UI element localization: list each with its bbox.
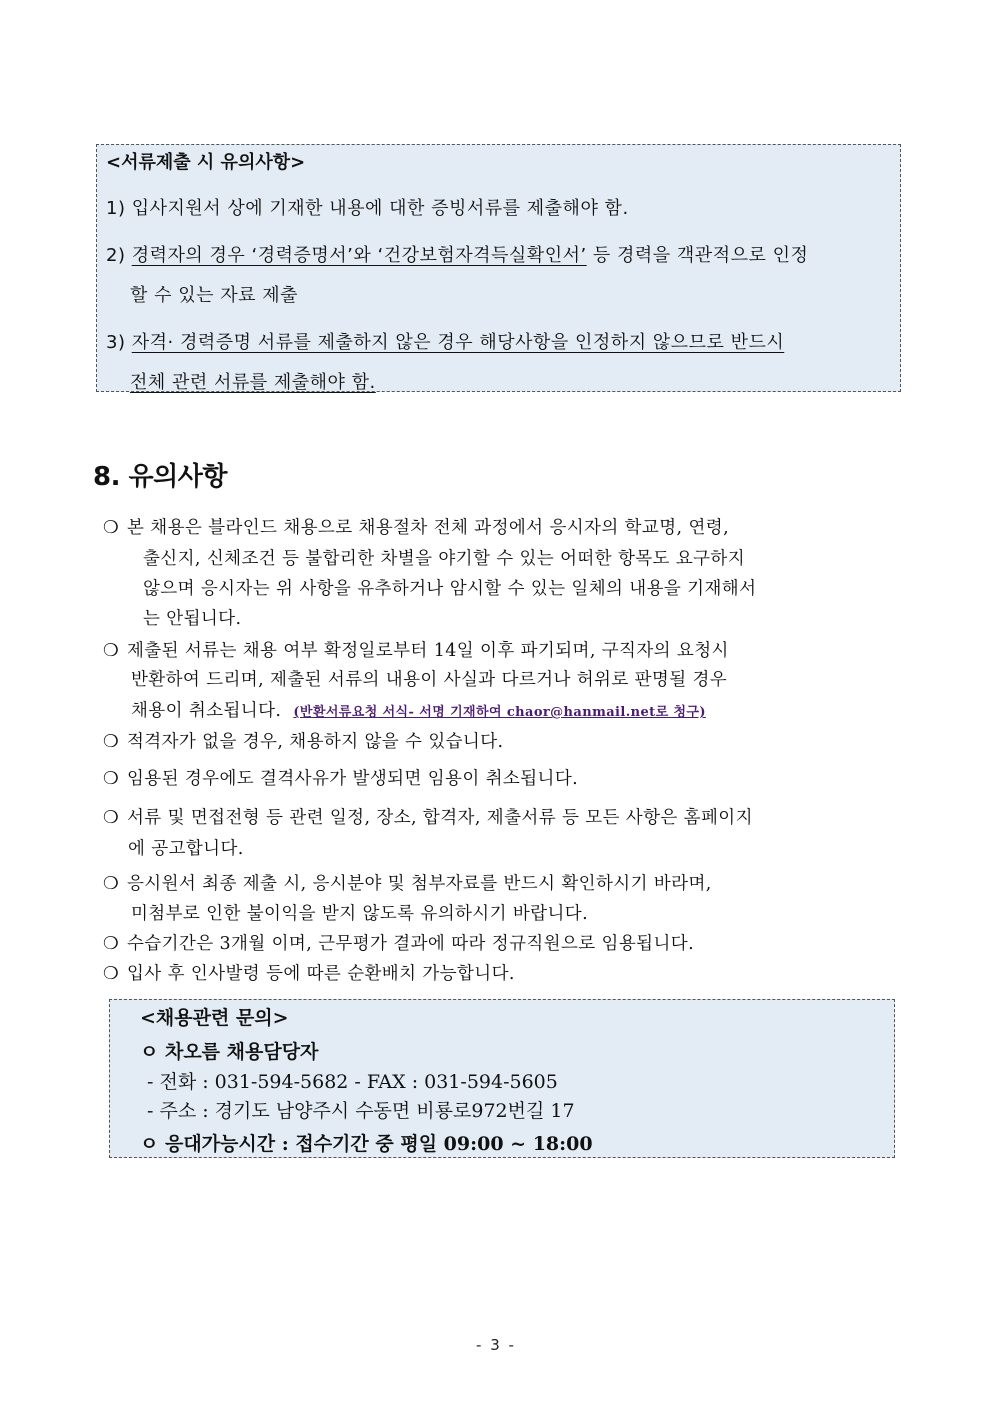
submission-note-2 (106, 241, 808, 267)
notice-item-8 (103, 960, 515, 985)
notice-item-2-line-3-text: 채용이 취소됩니다. (131, 701, 282, 721)
notice-item-1-line-4: 는 안됩니다. (143, 609, 242, 629)
notice-item-2 (103, 637, 729, 662)
notice-item-5 (103, 804, 753, 829)
submission-note-3-number: 3) (106, 332, 126, 353)
notice-item-1-line-1: 본 채용은 블라인드 채용으로 채용절차 전체 과정에서 응시자의 학교명, 연령, (127, 518, 730, 538)
notice-item-3-line-1: 적격자가 없을 경우, 채용하지 않을 수 있습니다. (127, 732, 504, 752)
notice-item-1-line-2: 출신지, 신체조건 등 불합리한 차별을 야기할 수 있는 어떠한 항목도 요구하지 (143, 549, 746, 569)
submission-note-2-underlined: 경력자의 경우 ‘경력증명서’와 ‘건강보험자격득실확인서’ (131, 245, 587, 266)
bullet-circle-icon: ❍ (103, 934, 120, 954)
bullet-circle-icon: ❍ (103, 641, 120, 661)
page-number: - 3 - (476, 1336, 516, 1354)
notice-item-6-line-1: 응시원서 최종 제출 시, 응시분야 및 첨부자료를 반드시 확인하시기 바라며, (127, 874, 712, 894)
contact-heading: <채용관련 문의> (140, 1007, 289, 1029)
notice-item-7 (103, 930, 694, 955)
notice-item-1-line-3: 않으며 응시자는 위 사항을 유추하거나 암시할 수 있는 일체의 내용을 기재해서 (143, 579, 757, 599)
notice-item-5-line-1: 서류 및 면접전형 등 관련 일정, 장소, 합격자, 제출서류 등 모든 사항은 홈페이지 (127, 808, 753, 828)
submission-note-2-rest: 등 경력을 객관적으로 인정 (586, 245, 809, 266)
notice-item-5-line-2: 에 공고합니다. (128, 839, 244, 859)
bullet-circle-icon: ❍ (103, 769, 120, 789)
notice-item-1 (103, 514, 729, 539)
notice-item-6-line-2: 미첨부로 인한 불이익을 받지 않도록 유의하시기 바랍니다. (131, 904, 589, 924)
submission-note-2-number: 2) (106, 245, 126, 266)
notice-item-8-line-1: 입사 후 인사발령 등에 따른 순환배치 가능합니다. (127, 964, 515, 984)
submission-notes-box (96, 144, 901, 392)
notice-item-2-line-2: 반환하여 드리며, 제출된 서류의 내용이 사실과 다르거나 허위로 판명될 경우 (131, 670, 728, 690)
notice-item-4 (103, 765, 578, 790)
contact-hours: ㅇ 응대가능시간 : 접수기간 중 평일 09:00 ~ 18:00 (140, 1133, 593, 1155)
submission-note-2-continuation: 할 수 있는 자료 제출 (130, 285, 298, 306)
bullet-circle-icon: ❍ (103, 874, 120, 894)
submission-note-3 (106, 328, 784, 354)
submission-note-1: 1) 입사지원서 상에 기재한 내용에 대한 증빙서류를 제출해야 함. (106, 198, 629, 219)
contact-phone-fax: - 전화 : 031-594-5682 - FAX : 031-594-5605 (147, 1071, 558, 1093)
bullet-circle-icon: ❍ (103, 964, 120, 984)
notice-item-2-line-3 (131, 697, 706, 722)
notice-item-6 (103, 870, 712, 895)
notice-item-2-line-1: 제출된 서류는 채용 여부 확정일로부터 14일 이후 파기되며, 구직자의 요청시 (127, 641, 729, 661)
notice-item-4-line-1: 임용된 경우에도 결격사유가 발생되면 임용이 취소됩니다. (127, 769, 579, 789)
return-request-note: (반환서류요청 서식- 서명 기재하여 chaor@hanmail.net로 청구) (293, 705, 706, 720)
notice-item-3 (103, 728, 504, 753)
bullet-circle-icon: ❍ (103, 732, 120, 752)
bullet-circle-icon: ❍ (103, 808, 120, 828)
notice-item-7-line-1: 수습기간은 3개월 이며, 근무평가 결과에 따라 정규직원으로 임용됩니다. (127, 934, 695, 954)
submission-note-3-line1: 자격· 경력증명 서류를 제출하지 않은 경우 해당사항을 인정하지 않으므로 반드시 (131, 332, 785, 353)
submission-notes-heading: <서류제출 시 유의사항> (106, 152, 306, 173)
contact-address: - 주소 : 경기도 남양주시 수동면 비룡로972번길 17 (147, 1100, 575, 1122)
submission-note-3-line2: 전체 관련 서류를 제출해야 함. (130, 372, 376, 393)
bullet-circle-icon: ❍ (103, 518, 120, 538)
section-title: 8. 유의사항 (93, 462, 227, 492)
contact-person: ㅇ 차오름 채용담당자 (140, 1041, 319, 1063)
